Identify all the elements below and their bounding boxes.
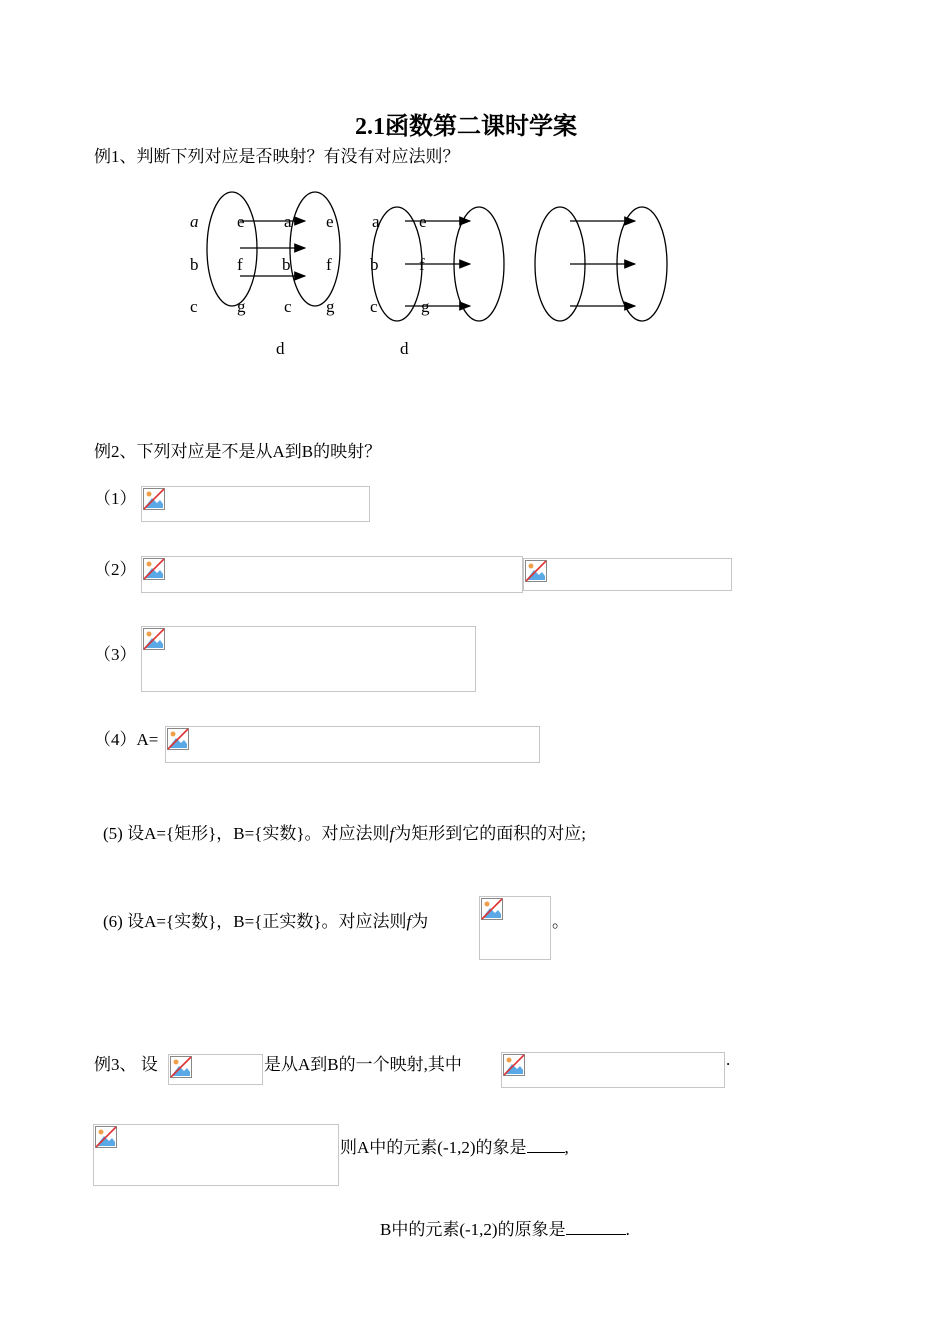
broken-image <box>141 486 370 522</box>
question-image-a-text: 则A中的元素(-1,2)的象是 <box>340 1138 527 1157</box>
example-3-mid: 是从A到B的一个映射,其中 <box>264 1055 462 1074</box>
diagram-label: a <box>284 212 292 231</box>
broken-image-icon <box>525 560 547 582</box>
diagram-label: b <box>370 255 379 274</box>
item-5-f: f <box>389 824 395 843</box>
diagram-label-d: d <box>276 339 285 358</box>
broken-image <box>523 558 732 591</box>
diagram-label: a <box>372 212 380 231</box>
example-3-prefix: 例3、 设 <box>94 1055 158 1074</box>
broken-image <box>141 626 476 692</box>
item-6-text-b: 为 <box>411 912 429 931</box>
diagram-label: f <box>237 255 243 274</box>
item-6-text-a: (6) 设A={实数}，B={正实数}。对应法则 <box>103 912 407 931</box>
item-3-label: （3） <box>94 645 137 664</box>
ellipse-set-b-1 <box>290 192 340 306</box>
diagram-label: g <box>237 297 246 316</box>
broken-image-icon <box>143 488 165 510</box>
broken-image-icon <box>503 1054 525 1076</box>
question-image-a-end: , <box>564 1138 569 1157</box>
diagram-label: b <box>282 255 291 274</box>
broken-image-icon <box>481 898 503 920</box>
broken-image <box>165 726 540 763</box>
broken-image <box>168 1054 263 1085</box>
example-3-end: . <box>726 1050 731 1069</box>
item-2-label: （2） <box>94 560 137 579</box>
diagram-label: g <box>326 297 335 316</box>
item-6-end: 。 <box>552 912 569 931</box>
item-1-label: （1） <box>94 489 137 508</box>
diagram-label: b <box>190 255 199 274</box>
broken-image <box>93 1124 339 1186</box>
item-4-label: （4）A= <box>94 730 159 749</box>
example-2-prompt: 例2、下列对应是不是从A到B的映射？ <box>94 442 382 461</box>
broken-image-icon <box>167 728 189 750</box>
item-5-text-b: 为矩形到它的面积的对应; <box>394 824 586 843</box>
question-preimage-b-text: B中的元素(-1,2)的原象是 <box>380 1220 566 1239</box>
item-5 <box>103 819 586 844</box>
diagram-label: e <box>237 212 245 231</box>
broken-image-icon <box>143 558 165 580</box>
broken-image-icon <box>95 1126 117 1148</box>
item-6-f: f <box>406 912 412 931</box>
question-preimage-b <box>380 1215 630 1240</box>
diagram-label: f <box>419 255 425 274</box>
ellipse-set-a-1 <box>207 192 257 306</box>
diagram-label: f <box>326 255 332 274</box>
answer-blank-1[interactable] <box>527 1138 565 1153</box>
example-1-prompt: 例1、判断下列对应是否映射？有没有对应法则？ <box>94 147 460 166</box>
broken-image-icon <box>143 628 165 650</box>
diagram-label: c <box>284 297 292 316</box>
diagram-label-d: d <box>400 339 409 358</box>
diagram-label: a <box>190 212 199 231</box>
page-title: 2.1函数第二课时学案 <box>355 114 577 140</box>
broken-image <box>501 1052 725 1088</box>
diagram-label: e <box>419 212 427 231</box>
broken-image <box>141 556 523 593</box>
question-preimage-b-end: . <box>625 1220 630 1239</box>
broken-image <box>479 896 551 960</box>
broken-image-icon <box>170 1056 192 1078</box>
answer-blank-2[interactable] <box>566 1220 626 1235</box>
diagram-label: c <box>190 297 198 316</box>
diagram-label: c <box>370 297 378 316</box>
mapping-diagrams <box>0 0 950 400</box>
question-image-a <box>340 1133 569 1158</box>
diagram-label: e <box>326 212 334 231</box>
item-5-text-a: (5) 设A={矩形}，B={实数}。对应法则 <box>103 824 390 843</box>
diagram-label: g <box>421 297 430 316</box>
item-6 <box>103 907 428 932</box>
